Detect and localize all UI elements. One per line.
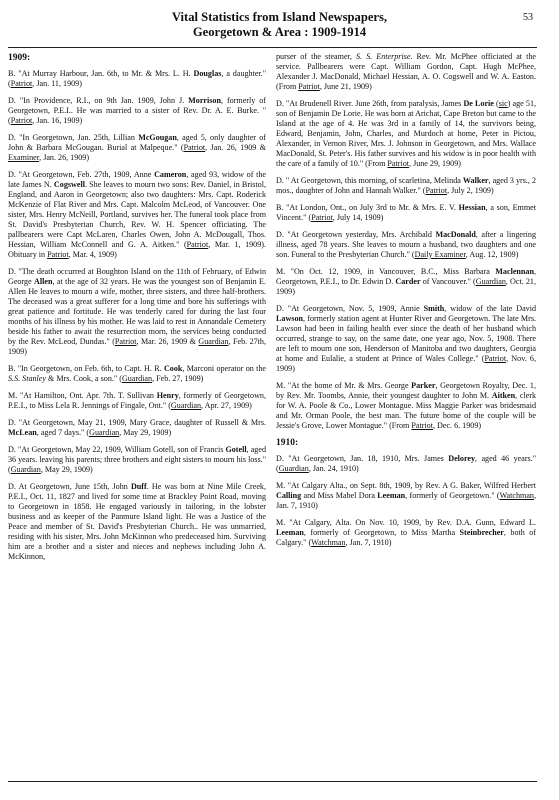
surname: Leeman xyxy=(276,528,304,537)
surname: Hessian xyxy=(458,203,486,212)
notice-entry xyxy=(276,99,536,169)
notice-text: , aged 46 years." ( xyxy=(276,454,536,473)
source-name: sic xyxy=(498,99,508,108)
notice-entry xyxy=(276,52,536,92)
notice-entry xyxy=(8,482,266,562)
source-name: Patriot xyxy=(484,354,507,363)
notice-text: , aged 93, widow of the late James N. xyxy=(8,170,266,189)
notice-entry xyxy=(276,381,536,431)
surname: Aitken xyxy=(491,391,516,400)
notice-text: , a daughter." ( xyxy=(8,69,266,88)
notice-text: M. "At the home of Mr. & Mrs. George xyxy=(276,381,412,390)
notice-text: D. "At Georgetown, May 21, 1909, Mary Grace, daughter of Russell & Mrs. xyxy=(8,418,266,427)
notice-text: & Mrs. Cook, a son." ( xyxy=(46,374,122,383)
notice-text: M. "At Hamilton, Ont. Apr. 7th. T. Sullivan xyxy=(8,391,157,400)
notice-text: , Mar. 26, 1909 & xyxy=(136,337,199,346)
page-number: 53 xyxy=(523,12,533,23)
notice-text: , Jan. 7, 1910) xyxy=(345,538,392,547)
surname: Cameron xyxy=(154,170,187,179)
notice-text: , aged 36 years. leaving his parents; three brothers and eight sisters to mourn his loss." ( xyxy=(8,445,266,474)
notice-text: B. "At Murray Harbour, Jan. 6th, to Mr. & Mrs. L. H. xyxy=(8,69,194,78)
page-title-line-1: Vital Statistics from Island Newspapers, xyxy=(171,10,388,24)
notice-text: , Jan. 26, 1909) xyxy=(39,153,90,162)
source-name: Patriot xyxy=(10,116,33,125)
notice-entry xyxy=(8,69,266,89)
source-name: Patriot xyxy=(411,421,433,430)
notice-entry xyxy=(276,230,536,260)
source-name: Daily Examiner xyxy=(414,250,466,259)
year-heading: 1909: xyxy=(8,53,31,63)
notice-text: , formerly of Georgetown, to Miss Martha xyxy=(303,528,460,537)
notice-text: , Jan. 16, 1909) xyxy=(32,116,83,125)
notice-entry xyxy=(276,267,536,297)
surname: McLean xyxy=(8,428,37,437)
notice-entry xyxy=(276,203,536,223)
notice-entry xyxy=(8,133,266,163)
notice-text: D. "In Providence, R.I., on 9th Jan. 1909, John J. xyxy=(8,96,189,105)
notice-text: , Jan. 7, 1910) xyxy=(276,491,536,510)
source-name: Watchman xyxy=(499,491,534,500)
surname: Lawson xyxy=(276,314,303,323)
ship-name: S. S. Enterprise xyxy=(356,52,411,61)
notice-text: , Apr. 27, 1909) xyxy=(201,401,252,410)
source-name: Examiner xyxy=(8,153,40,162)
source-name: Watchman xyxy=(311,538,346,547)
notice-text: , Nov. 6, 1909) xyxy=(276,354,536,373)
year-heading: 1910: xyxy=(276,438,299,448)
surname: Allen xyxy=(34,277,53,286)
notice-text: , formerly of Georgetown." ( xyxy=(405,491,500,500)
footer-rule xyxy=(8,781,537,782)
notice-entry xyxy=(8,96,266,126)
notice-text: D. "At Georgetown, Nov. 5, 1909, Annie xyxy=(276,304,424,313)
source-name: Patriot xyxy=(114,337,137,346)
source-name: Guardian xyxy=(121,374,153,383)
notice-entry xyxy=(276,176,536,196)
surname: McGougan xyxy=(138,133,177,142)
surname: De Lorie xyxy=(463,99,494,108)
source-name: Patriot xyxy=(298,82,320,91)
source-name: Patriot xyxy=(311,213,333,222)
notice-text: D. "At Georgetown, Feb. 27th, 1909, Anne xyxy=(8,170,155,179)
source-name: Patriot xyxy=(10,79,33,88)
notice-text: , formerly of Georgetown, P.E.I., to Miss Lela R. Jennings of Fingale, Ont." ( xyxy=(8,391,266,410)
page-title-line-2: Georgetown & Area : 1909-1914 xyxy=(192,25,367,39)
notice-text: , June 29, 1909) xyxy=(409,159,461,168)
notice-text: , May 29, 1909) xyxy=(40,465,93,474)
header-rule xyxy=(8,47,537,48)
notice-text: , Jan. 26, 1909 & xyxy=(205,143,266,152)
notice-text: M. "At Calgary Alta., on Sept. 8th, 1909, by Rev. A G. Baker, Wilfred Herbert xyxy=(276,481,536,490)
source-name: Guardian xyxy=(278,464,309,473)
notice-text: , Oct. 21, 1909) xyxy=(276,277,536,296)
notice-text: , clerk for W. A. Poole & Co., Lower Montague. Miss Maggie Parker was bridesmaid and Mr. Orman Poole, the best man. The future home of the couple will be Jessie's Grove, Lower Montague." (From xyxy=(276,391,536,430)
notice-text: , both of Calgary." ( xyxy=(276,528,536,547)
notice-entry xyxy=(8,391,266,411)
surname: Steinbrecher xyxy=(459,528,504,537)
notice-text: , July 2, 1909) xyxy=(447,186,494,195)
source-name: Guardian xyxy=(10,465,41,474)
notice-text: D. "In Georgetown, Jan. 25th, Lillian xyxy=(8,133,139,142)
notice-entry xyxy=(8,364,266,384)
notice-entry xyxy=(8,418,266,438)
notice-text: , Mar. 4, 1909) xyxy=(68,250,117,259)
notice-entry xyxy=(8,445,266,475)
notice-text: , at the age of 32 years. He was the youngest son of Benjamin E. Allen He leaves to mourn a wife, mother, three sisters, and three half-brothers. The deceased was a great sufferer for a long time and bore his sufferings with great patience and fortitude. He was tenderly cared for during the last four months of his illness by his mother. He was laid to rest in Annandale Cemetery beside his father to await the resurrection morn, the services being conducted by the Rev. McLeod, Dundas." ( xyxy=(8,277,266,346)
notice-text: , Dec. 6. 1909) xyxy=(432,421,482,430)
notice-entry xyxy=(8,170,266,260)
source-name: Patriot xyxy=(425,186,448,195)
source-name: Guardian xyxy=(170,401,202,410)
surname: Parker xyxy=(411,381,436,390)
notice-text: D. " At Georgetown, this morning, of scarletina, Melinda xyxy=(276,176,463,185)
notice-text: , aged 5, only daughter of John & Barbara McGougan. Burial at Malpeque." ( xyxy=(8,133,266,152)
notice-text: . Rev. Mr. McPhee officiated at the service. Pallbearers were Capt. William Gordon, Capt. Hugh McPhee, Alexander J. MacDonald, Michael Hessian, A. O. Cogswell and W. A. Easton. (From xyxy=(276,52,536,91)
surname: Cook xyxy=(163,364,183,373)
surname: Smith xyxy=(423,304,445,313)
notice-text: , widow of the late David xyxy=(444,304,536,313)
surname: Morrison xyxy=(188,96,221,105)
page-title xyxy=(0,10,559,40)
notice-text: , Feb. 27th, 1909) xyxy=(8,337,266,356)
notice-text: , formerly station agent at Hunter River and Georgetown. The late Mrs. Lawson had been in failing health ever since the death of her husband which occurred, strange to say, on the same date, one year ago, Nov. 5, 1908. There are left to mourn one son, Henderson of Manitoba and two daughters, Georgia at home and Eulalie, a student at Prince of Wales College." ( xyxy=(276,314,536,363)
notice-text: M. "On Oct. 12, 1909, in Vancouver, B.C., Miss Barbara xyxy=(276,267,496,276)
surname: Cogswell xyxy=(53,180,85,189)
notice-text: . She leaves to mourn two sons: Rev. Daniel, in Bristol, England, and Aaron in Georgetown; also two daughters: Mrs. Capt. Roderick McKenzie of Flat River and Mrs. Capt. Malcolm McLeod, of Vancouver. One sister, Mrs. Henry McNeill, Portland, survives her. The funeral took place from St. David's Presbyterian Church, Rev. W. H. Spencer officiating. The pallbearers were Capt McLaren, Charles Owen, John A. McDougall, Thos. Hessian, William McConnell and G. A. Aitken." ( xyxy=(8,180,266,249)
notice-text: ( xyxy=(493,99,499,108)
surname: Walker xyxy=(462,176,489,185)
surname: Calling xyxy=(276,491,302,500)
notice-text: ) age 51, son of Benjamin De Lorie. He was born at Arichat, Cape Breton but came to the Island at the age of 4. He was 3rd in a family of 14, the survivors being, Edward, Benjamin, John, Charles, and Murdoch at home, Peter in Pictou, Alexander, in Vernon River, Mrs. J. Johnson in Georgetown, and Mrs. Wallace MacDonald, St. Peter's. His father survives and his widow is in poor health with the care of a family of 10." (From xyxy=(276,99,536,168)
surname: Maclennan xyxy=(495,267,534,276)
notice-text: , Jan. 11, 1909) xyxy=(32,79,82,88)
notice-text: . He was born at Nine Mile Creek, P.E.I., Oct. 11, 1827 and lived for some time at Brackley Point Road, moving to Georgetown in 1858. He engaged variously in tailoring, in the lobster business and as keeper of the Panmure Island light. He was a Justice of the Peace and member of St. David's Presbyterian Church.. He was unmarried, residing with his sister, Mrs. John McKinnon who predeceased him. Surviving him are a brother and a sister and nieces and nephews including John A. McKinnon, xyxy=(8,482,266,561)
notice-text: D. "At Georgetown, Jan. 18, 1910, Mrs. James xyxy=(276,454,449,463)
notice-text: M. "At Calgary, Alta. On Nov. 10, 1909, by Rev. D.A. Gunn, Edward L. xyxy=(276,518,536,527)
source-name: Patriot xyxy=(186,240,209,249)
source-name: Guardian xyxy=(475,277,506,286)
notice-text: D. "At Georgetown yesterday, Mrs. Archibald xyxy=(276,230,436,239)
notice-text: , Mar. 1, 1909). Obituary in xyxy=(8,240,266,259)
notice-entry xyxy=(8,267,266,357)
notice-text: , May 29, 1909) xyxy=(119,428,172,437)
notice-text: , June 21, 1909) xyxy=(319,82,372,91)
notice-text: , aged 7 days." ( xyxy=(36,428,90,437)
surname: Duff xyxy=(130,482,147,491)
notice-text: D. "The death occurred at Boughton Island on the 11th of February, of Edwin George xyxy=(8,267,266,286)
right-column xyxy=(276,52,536,778)
notice-text: , aged 3 yrs., 2 mos., daughter of John and Hannah Walker." ( xyxy=(276,176,536,195)
notice-text: , Marconi operator on the xyxy=(182,364,266,373)
source-name: Patriot xyxy=(47,250,69,259)
notice-entry xyxy=(276,454,536,474)
surname: Gotell xyxy=(225,445,247,454)
notice-text: D. At Georgetown, June 15th, John xyxy=(8,482,131,491)
surname: Leeman xyxy=(377,491,406,500)
notice-text: of Vancouver." ( xyxy=(420,277,476,286)
surname: Douglas xyxy=(193,69,222,78)
notice-text: B. "In Georgetown, on Feb. 6th, to Capt. H. R. xyxy=(8,364,164,373)
surname: MacDonald xyxy=(435,230,476,239)
source-name: Guardian xyxy=(198,337,229,346)
surname: Delorey xyxy=(448,454,476,463)
notice-text: , Feb. 27, 1909) xyxy=(152,374,204,383)
notice-text: and Miss Mabel Dora xyxy=(301,491,378,500)
notice-text: , after a lingering illness, aged 78 years. She leaves to mourn a husband, two daughters and one son. Funeral to the Presbyterian Church." ( xyxy=(276,230,536,259)
source-name: Patriot xyxy=(387,159,410,168)
notice-text: , Aug. 12, 1909) xyxy=(465,250,519,259)
notice-text: purser of the steamer, xyxy=(276,52,356,61)
notice-entry xyxy=(276,481,536,511)
notice-text: , Georgetown, P.E.I., to Dr. Edwin D. xyxy=(276,267,536,286)
notice-text: B. "At London, Ont., on July 3rd to Mr. & Mrs. E. V. xyxy=(276,203,459,212)
notice-text: D. "At Brudenell River. June 26th, from paralysis, James xyxy=(276,99,464,108)
notice-text: D. "At Georgetown, May 22, 1909, William Gotell, son of Francis xyxy=(8,445,226,454)
notice-text: , a son, Emmet Vincent." ( xyxy=(276,203,536,222)
notice-text: , Georgetown Royalty, Dec. 1, by Rev. Mr. Toombs, Annie, their youngest daughter to John M. xyxy=(276,381,536,400)
notice-text: , formerly of Georgetown, P.E.I.. He was married to a sister of Rev. Dr. A. E. Burke. " ( xyxy=(8,96,266,125)
surname: Carder xyxy=(395,277,421,286)
source-name: Guardian xyxy=(89,428,120,437)
notice-text: , Jan. 24, 1910) xyxy=(308,464,359,473)
ship-name: S.S. Stanley xyxy=(8,374,46,383)
notice-entry xyxy=(276,304,536,374)
notice-text: , July 14, 1909) xyxy=(332,213,384,222)
source-name: Patriot xyxy=(183,143,206,152)
notice-entry xyxy=(276,518,536,548)
left-column xyxy=(8,52,266,778)
surname: Henry xyxy=(156,391,179,400)
